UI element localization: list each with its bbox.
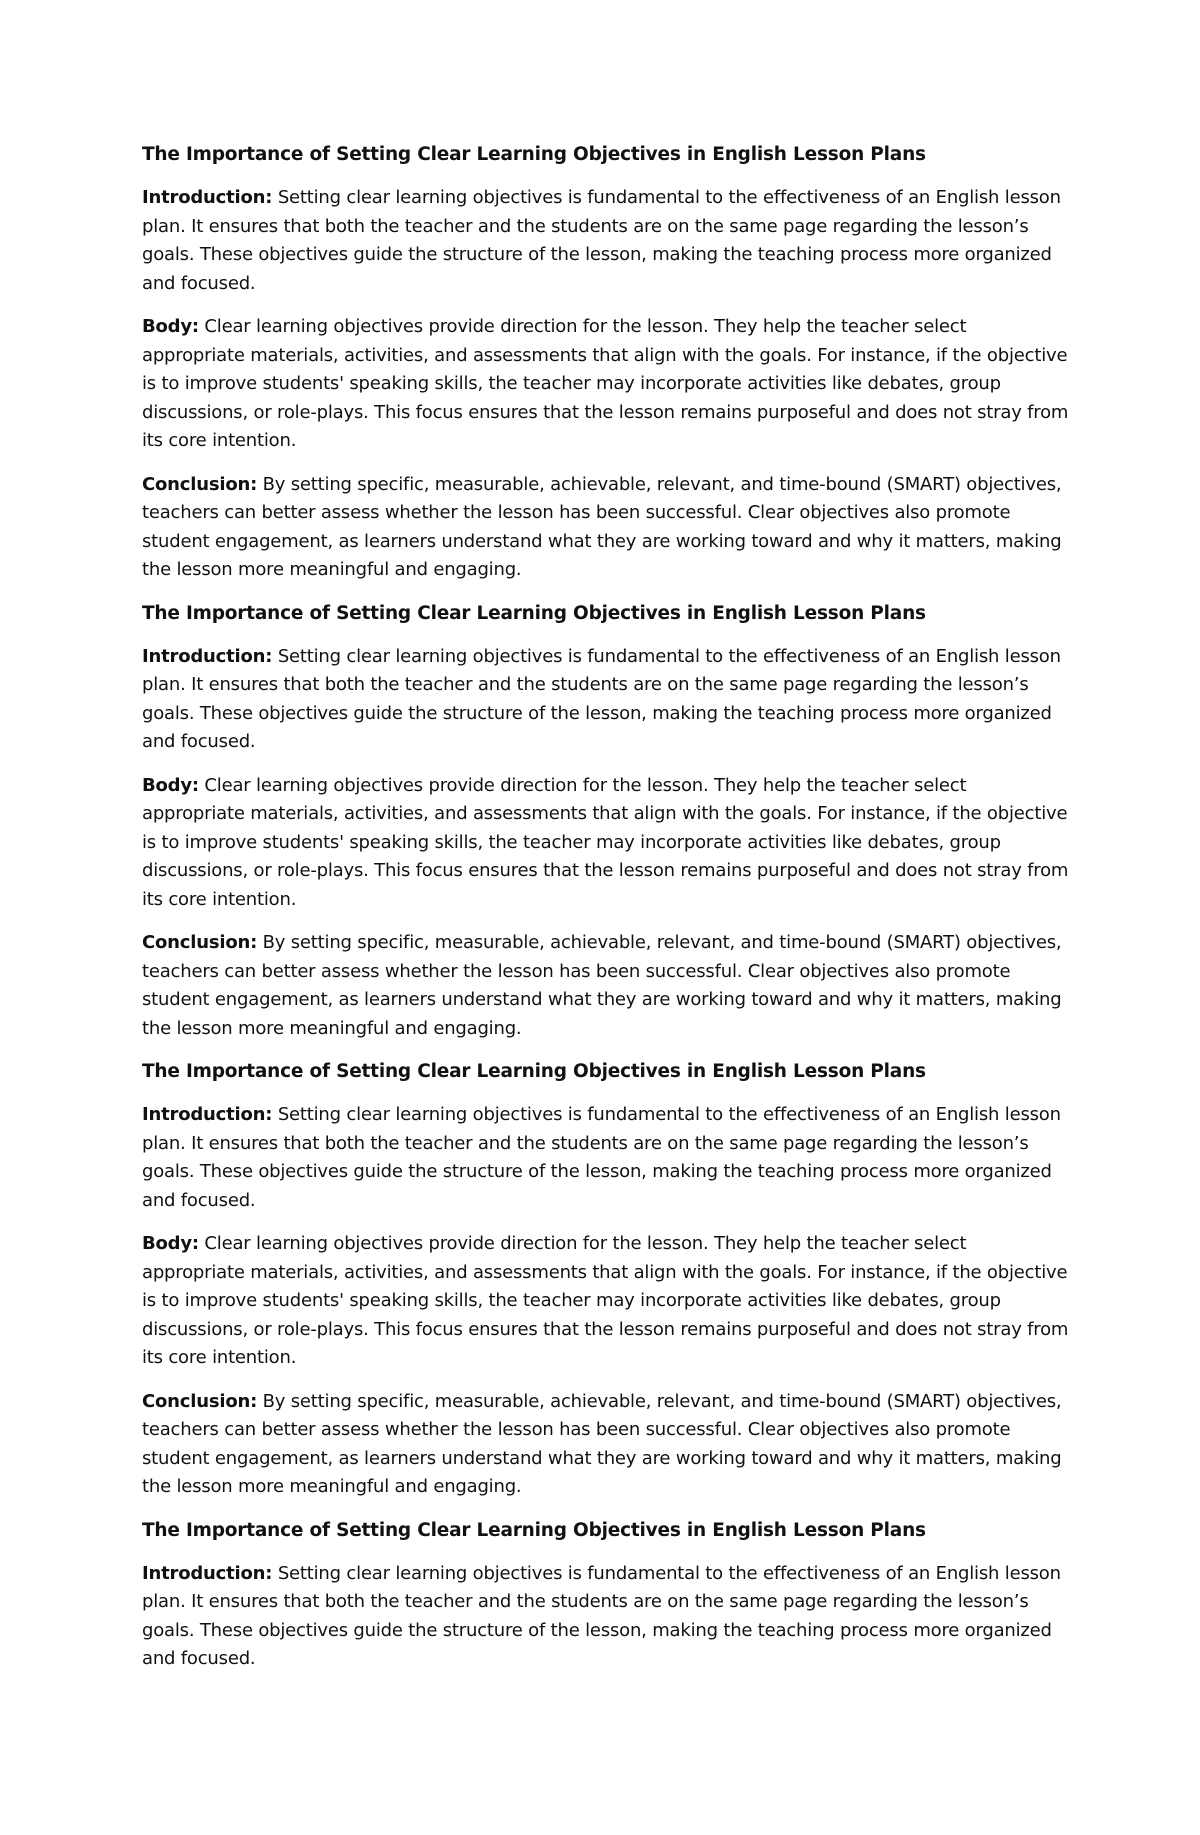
conclusion-paragraph xyxy=(142,1388,1072,1502)
introduction-paragraph xyxy=(142,643,1072,757)
introduction-paragraph xyxy=(142,1560,1072,1674)
paragraph-lead: Body: xyxy=(142,774,199,796)
document-section xyxy=(142,600,1072,1044)
paragraph-lead: Introduction: xyxy=(142,645,273,667)
paragraph-text: By setting specific, measurable, achievable, relevant, and time-bound (SMART) objectives, teachers can better assess whether the lesson has been successful. Clear objectives also promote student engagement, as learners understand what they are working toward and why it matters, making the lesson more meaningful and engaging. xyxy=(142,1390,1062,1497)
paragraph-lead: Introduction: xyxy=(142,1104,273,1125)
body-paragraph xyxy=(142,1230,1072,1373)
document-body xyxy=(142,141,1072,1689)
paragraph-text: Clear learning objectives provide direction for the lesson. They help the teacher select appropriate materials, activities, and assessments that align with the goals. For instance, if the objective is to improve students' speaking skills, the teacher may incorporate activities like debates, group discussions, or role-plays. This focus ensures that the lesson remains purposeful and does not stray from its core intention. xyxy=(142,774,1069,910)
paragraph-lead: Conclusion: xyxy=(142,473,258,495)
document-section xyxy=(142,1058,1072,1502)
body-paragraph xyxy=(142,313,1072,456)
document-section xyxy=(142,141,1072,585)
paragraph-text: Setting clear learning objectives is fundamental to the effectiveness of an English lesson plan. It ensures that both the teacher and the students are on the same page regarding the lesson’s goals. These objectives guide the structure of the lesson, making the teaching process more organized and focused. xyxy=(142,1562,1061,1669)
paragraph-text: By setting specific, measurable, achievable, relevant, and time-bound (SMART) objectives, teachers can better assess whether the lesson has been successful. Clear objectives also promote student engagement, as learners understand what they are working toward and why it matters, making the lesson more meaningful and engaging. xyxy=(142,473,1062,580)
conclusion-paragraph xyxy=(142,471,1072,585)
section-title: The Importance of Setting Clear Learning Objectives in English Lesson Plans xyxy=(142,602,926,624)
conclusion-paragraph xyxy=(142,929,1072,1043)
paragraph-lead: Conclusion: xyxy=(142,932,258,953)
paragraph-text: Clear learning objectives provide direction for the lesson. They help the teacher select appropriate materials, activities, and assessments that align with the goals. For instance, if the objective is to improve students' speaking skills, the teacher may incorporate activities like debates, group discussions, or role-plays. This focus ensures that the lesson remains purposeful and does not stray from its core intention. xyxy=(142,1233,1069,1368)
introduction-paragraph xyxy=(142,184,1072,298)
section-title: The Importance of Setting Clear Learning Objectives in English Lesson Plans xyxy=(142,1519,926,1541)
paragraph-text: Setting clear learning objectives is fundamental to the effectiveness of an English lesson plan. It ensures that both the teacher and the students are on the same page regarding the lesson’s goals. These objectives guide the structure of the lesson, making the teaching process more organized and focused. xyxy=(142,187,1061,294)
paragraph-lead: Conclusion: xyxy=(142,1390,258,1412)
section-title: The Importance of Setting Clear Learning Objectives in English Lesson Plans xyxy=(142,1061,926,1082)
section-title: The Importance of Setting Clear Learning Objectives in English Lesson Plans xyxy=(142,144,926,165)
paragraph-text: Setting clear learning objectives is fundamental to the effectiveness of an English lesson plan. It ensures that both the teacher and the students are on the same page regarding the lesson’s goals. These objectives guide the structure of the lesson, making the teaching process more organized and focused. xyxy=(142,645,1061,752)
paragraph-lead: Body: xyxy=(142,1233,199,1254)
paragraph-lead: Introduction: xyxy=(142,187,273,208)
body-paragraph xyxy=(142,772,1072,915)
paragraph-text: Setting clear learning objectives is fundamental to the effectiveness of an English lesson plan. It ensures that both the teacher and the students are on the same page regarding the lesson’s goals. These objectives guide the structure of the lesson, making the teaching process more organized and focused. xyxy=(142,1104,1061,1211)
document-section xyxy=(142,1517,1072,1674)
paragraph-lead: Introduction: xyxy=(142,1562,273,1584)
introduction-paragraph xyxy=(142,1101,1072,1215)
paragraph-text: By setting specific, measurable, achievable, relevant, and time-bound (SMART) objectives, teachers can better assess whether the lesson has been successful. Clear objectives also promote student engagement, as learners understand what they are working toward and why it matters, making the lesson more meaningful and engaging. xyxy=(142,932,1062,1039)
paragraph-text: Clear learning objectives provide direction for the lesson. They help the teacher select appropriate materials, activities, and assessments that align with the goals. For instance, if the objective is to improve students' speaking skills, the teacher may incorporate activities like debates, group discussions, or role-plays. This focus ensures that the lesson remains purposeful and does not stray from its core intention. xyxy=(142,316,1069,451)
paragraph-lead: Body: xyxy=(142,316,199,337)
